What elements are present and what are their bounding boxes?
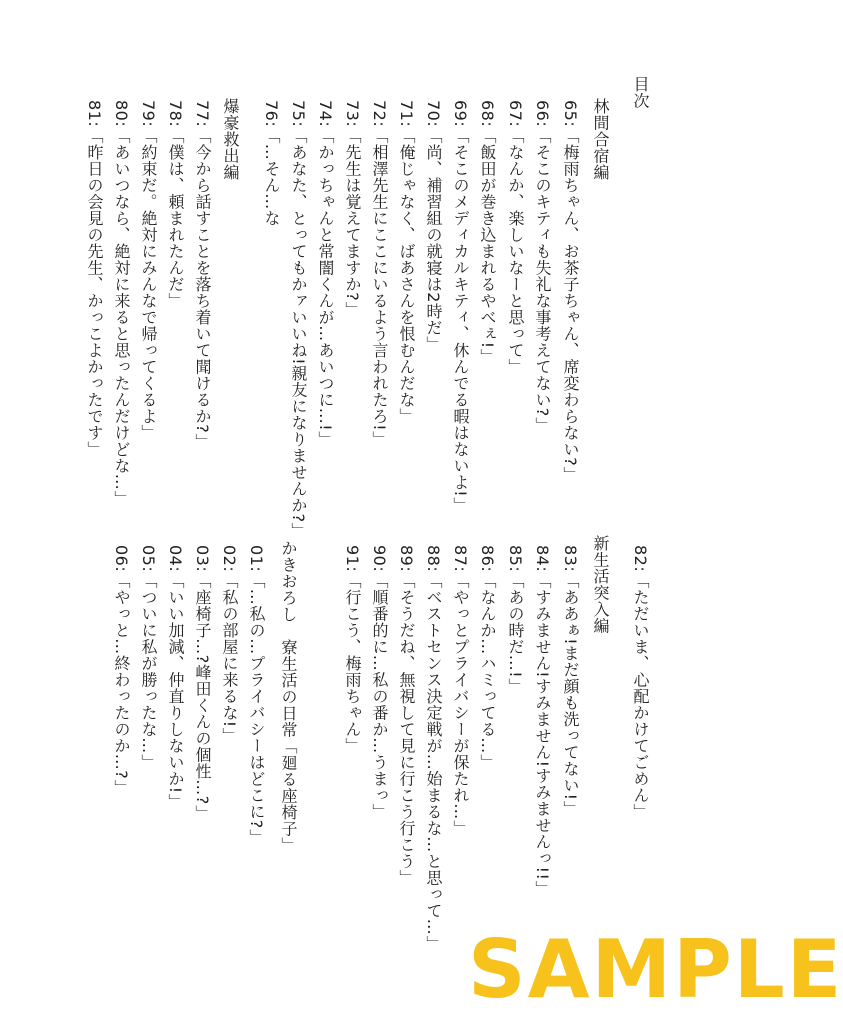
toc-entry: 78:「僕は、頼まれたんだ」 <box>166 100 185 309</box>
toc-entry: 88:「ベストセンス決定戦が…始まるな…と思って…」 <box>424 545 443 952</box>
toc-entry: 68:「飯田が巻き込まれるやべぇ!」 <box>478 100 497 366</box>
toc-entry: 69:「そこのメディカルキティ、休んでる暇はないよ!」 <box>451 100 470 514</box>
toc-entry: 81:「昨日の会見の先生、かっこよかったです」 <box>85 100 104 458</box>
toc-entry: 74:「かっちゃんと常闇くんが…あいつに…!」 <box>316 100 335 448</box>
toc-entry: 87:「やっとプライバシーが保たれ…」 <box>451 545 470 837</box>
toc-entry: 65:「梅雨ちゃん、お茶子ちゃん、席変わらない?」 <box>561 100 580 483</box>
section-heading-shinseikatsu: 新生活突入編 <box>591 535 610 634</box>
toc-entry: 86:「なんか…ハミってる…」 <box>478 545 497 771</box>
toc-entry: 67:「なんか、楽しいなーと思って」 <box>506 100 525 375</box>
toc-entry: 06:「やっと…終わったのか…?」 <box>112 545 131 796</box>
toc-entry: 79:「約束だ。絶対にみんなで帰ってくるよ」 <box>139 100 158 441</box>
toc-entry: 66:「そこのキティも失礼な事考えてない?」 <box>533 100 552 434</box>
toc-entry: 04:「いい加減、仲直りしないか!」 <box>166 545 185 811</box>
section-heading-kakioroshi: かきおろし 寮生活の日常「廻る座椅子」 <box>279 540 298 854</box>
toc-entry: 90:「順番的に…私の番か…うまっ」 <box>370 545 389 820</box>
toc-entry: 70:「尚、補習組の就寝は2時だ」 <box>424 100 443 353</box>
toc-entry: 75:「あなた、とってもかァいいね!親友になりませんか?」 <box>289 100 308 540</box>
toc-entry: 72:「相澤先生にここにいるよう言われたろ!」 <box>370 100 389 448</box>
toc-entry: 84:「すみません!すみません!すみませんっ!!」 <box>533 545 552 897</box>
toc-entry: 02:「私の部屋に来るな!」 <box>220 545 239 745</box>
toc-entry: 76:「…そん…な <box>262 100 281 227</box>
toc-entry: 03:「座椅子…?峰田くんの個性…?」 <box>193 545 212 822</box>
toc-entry: 05:「ついに私が勝ったな…」 <box>139 545 158 771</box>
sample-watermark: SAMPLE <box>468 923 843 1016</box>
toc-entry: 77:「今から話すことを落ち着いて聞けるか?」 <box>193 100 212 450</box>
section-heading-rinkan: 林間合宿編 <box>591 98 610 181</box>
toc-entry: 71:「俺じゃなく、ばあさんを恨むんだな」 <box>397 100 416 425</box>
section-heading-bakugo: 爆豪救出編 <box>221 98 240 181</box>
toc-entry: 80:「あいつなら、絶対に来ると思ったんだけどな…」 <box>112 100 131 507</box>
toc-entry: 82:「ただいま、心配かけてごめん」 <box>631 545 650 820</box>
toc-entry: 85:「あの時だ…!」 <box>506 545 525 695</box>
toc-entry: 73:「先生は覚えてますか?」 <box>343 100 362 318</box>
toc-title: 目次 <box>631 76 650 109</box>
toc-entry: 89:「そうだね、無視して見に行こう行こう」 <box>397 545 416 886</box>
toc-entry: 83:「ああぁ!まだ顔も洗ってない!」 <box>561 545 580 818</box>
toc-entry: 01:「…私の…プライバシーはどこに?」 <box>247 545 266 846</box>
toc-entry: 91:「行こう、梅雨ちゃん」 <box>343 545 362 754</box>
